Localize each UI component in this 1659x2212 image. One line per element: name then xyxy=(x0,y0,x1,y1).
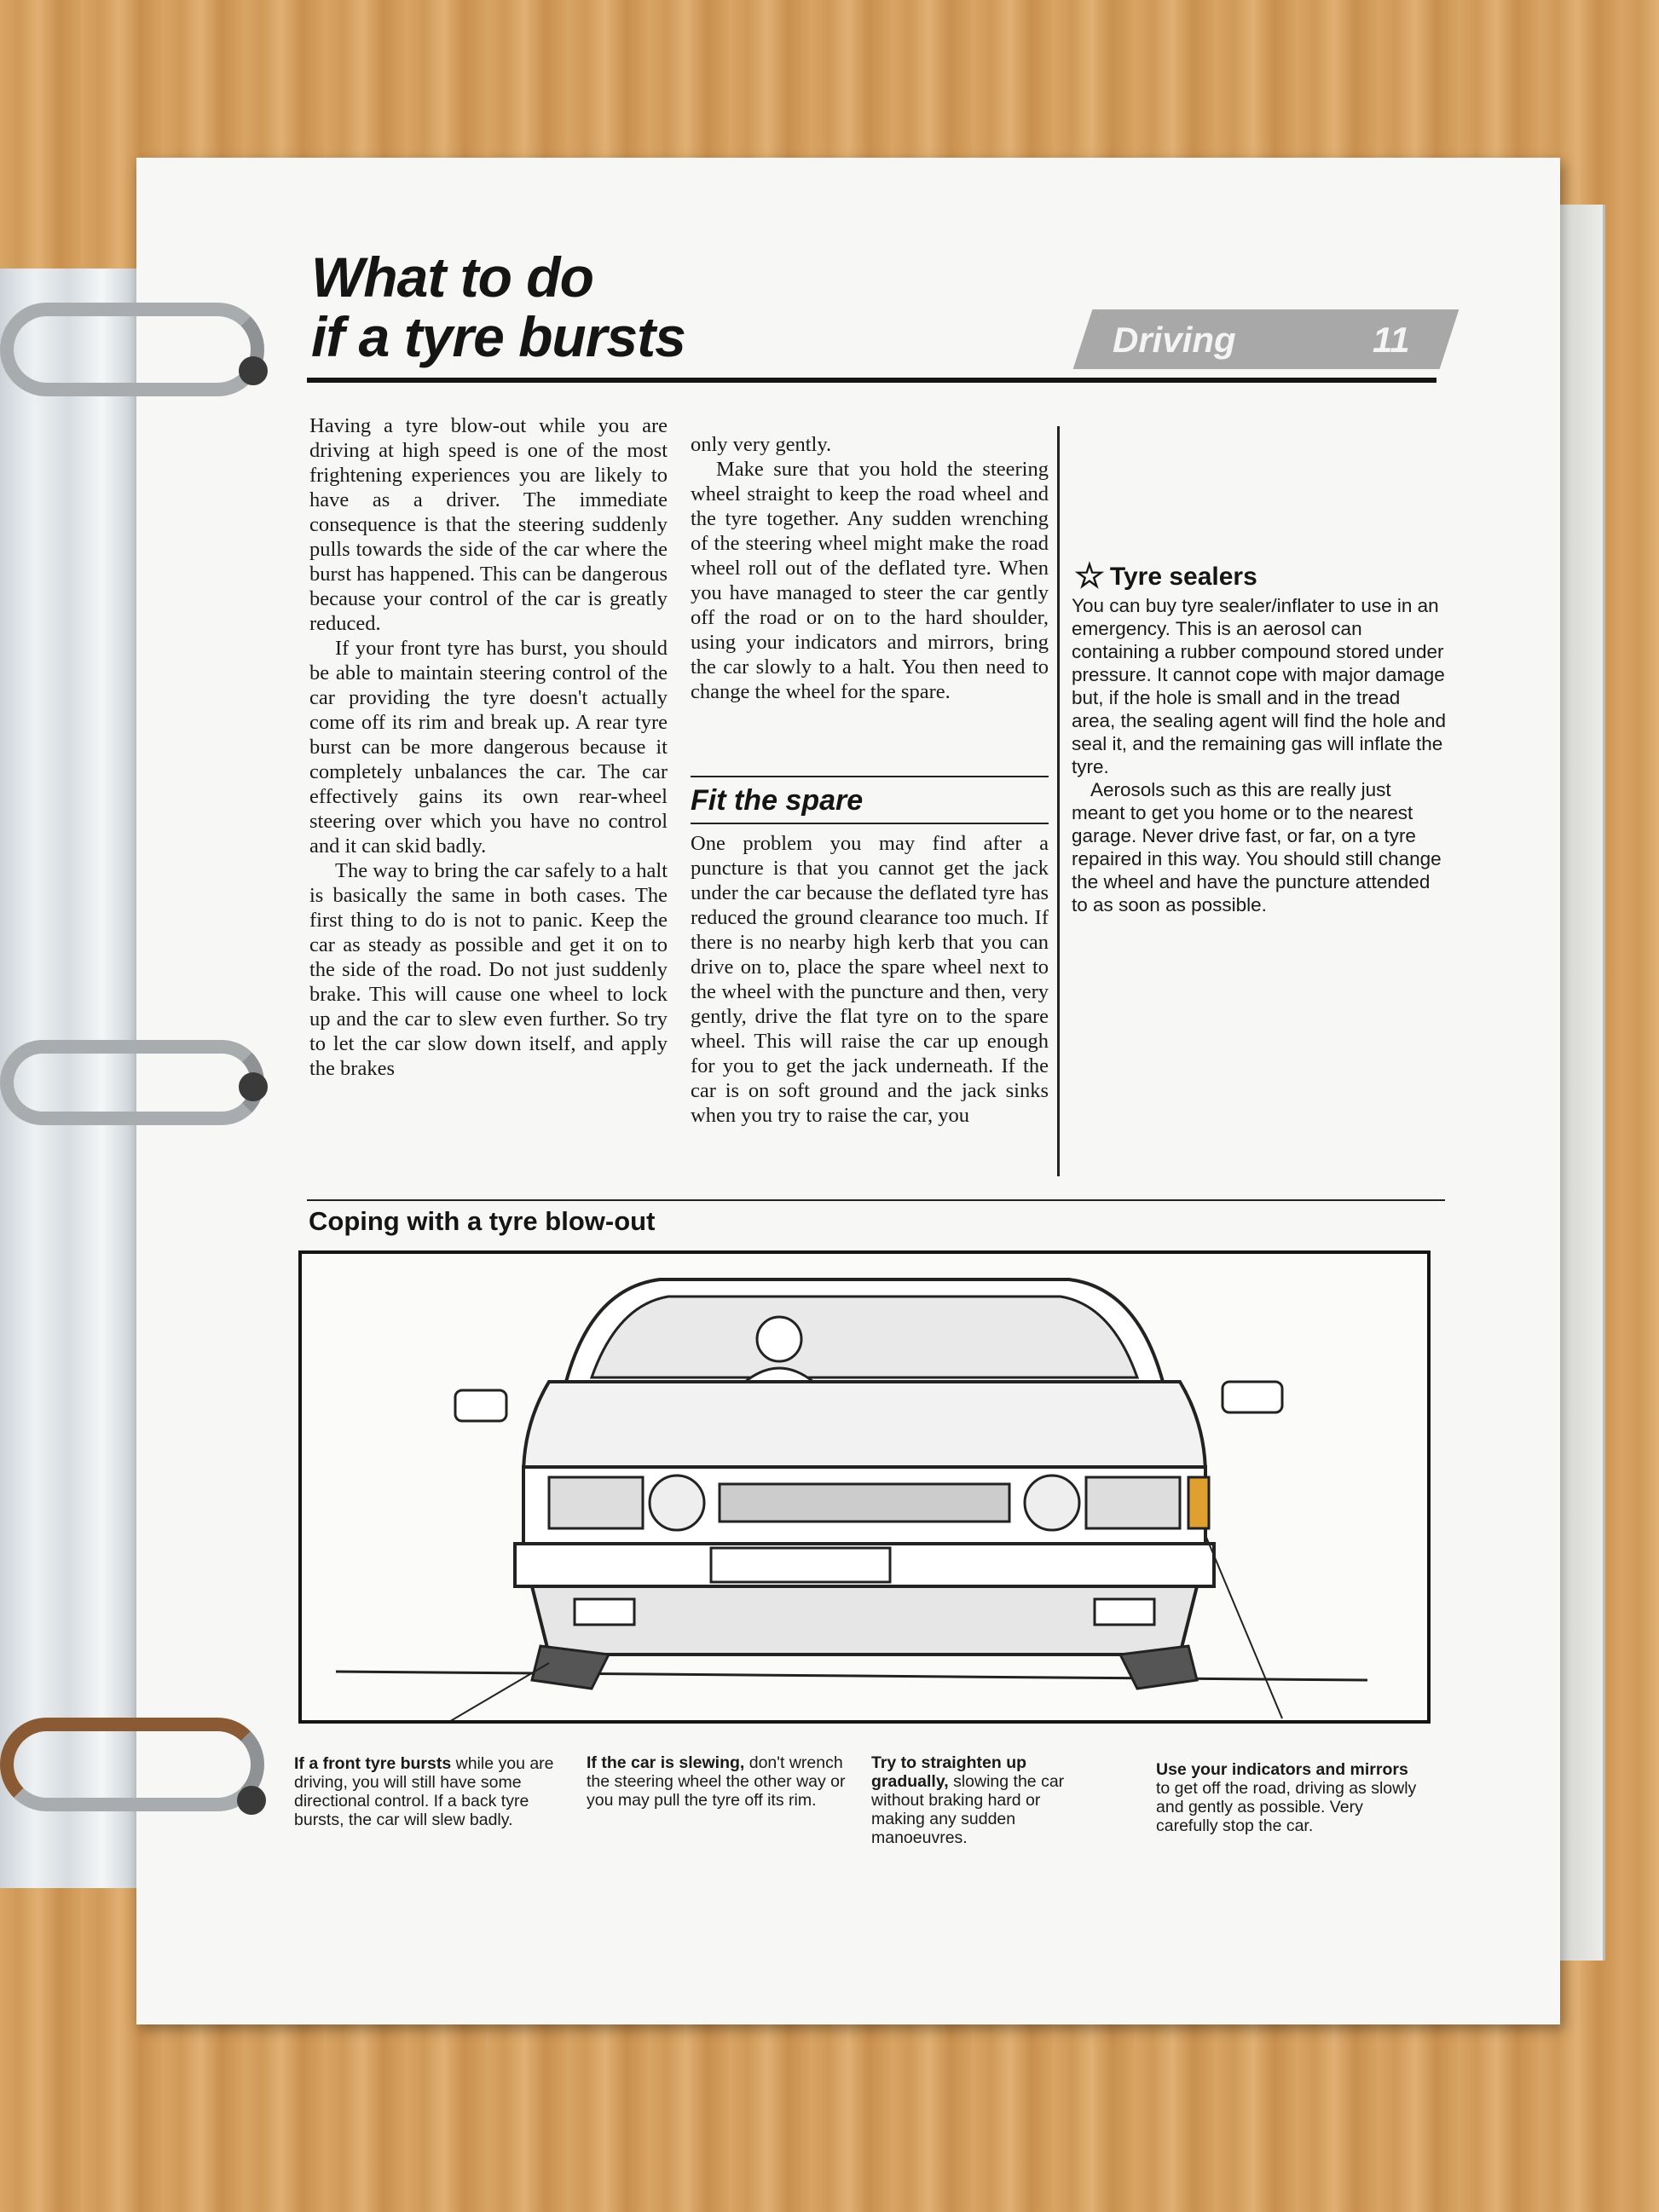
indicator-light xyxy=(1188,1477,1209,1528)
sidebar-paragraph-1: You can buy tyre sealer/inflater to use in an emergency. This is an aerosol can containing a rubber compound stored under pressure. It cannot cope with major damage but, if the hole is small and in the tread area, the sealing agent will find the hole and seal it, and the remaining gas will inflate the tyre. xyxy=(1072,595,1447,777)
punch-hole-bottom xyxy=(237,1786,266,1815)
star-icon: ☆ xyxy=(1074,557,1105,595)
sidebar-paragraph-2: Aerosols such as this are really just meant to get you home or to the nearest garage. Never drive fast, or far, on a tyre repaired in this way. You should still change the wheel and have the puncture attended to as soon as possible. xyxy=(1072,779,1442,915)
title-line-1: What to do xyxy=(311,245,593,309)
col2-paragraph-1: only very gently. xyxy=(691,433,832,456)
right-tyre xyxy=(1120,1646,1197,1689)
callout-line-right xyxy=(1205,1535,1282,1718)
caption-straighten xyxy=(871,1753,1093,1847)
page-title xyxy=(311,247,685,367)
subhead-rule-top xyxy=(691,776,1049,777)
right-mirror xyxy=(1223,1382,1282,1412)
left-headlight xyxy=(549,1477,643,1528)
subheading-fit-the-spare: Fit the spare xyxy=(691,784,864,817)
subhead-rule-bottom xyxy=(691,823,1049,824)
windscreen xyxy=(592,1297,1137,1377)
col2-paragraph-3: One problem you may find after a puncture is that you cannot get the jack under the car because the deflated tyre has reduced the ground clearance too much. If there is no nearby high kerb that you can drive on to, place the spare wheel next to the wheel with the puncture and then, very gently, drive the flat tyre on to the spare wheel. This will raise the car up enough for you to get the jack underneath. If the car is on soft ground and the jack sinks when you try to raise the car, you xyxy=(691,832,1049,1127)
right-spotlight xyxy=(1025,1476,1079,1530)
body-column-2-continued xyxy=(691,831,1049,1128)
manual-page xyxy=(136,158,1560,2024)
caption-1-text: while you are driving, you will still have some directional control. If a back tyre bursts, the car will slew badly. xyxy=(294,1754,554,1829)
col1-paragraph-1: Having a tyre blow-out while you are driving at high speed is one of the most frightening experiences you are likely to have as a driver. The immediate consequence is that the steering suddenly pulls towards the side of the car where the burst has happened. This can be dangerous because your control of the car is greatly reduced. xyxy=(309,414,668,635)
col1-paragraph-2: If your front tyre has burst, you should be able to maintain steering control of the car providing the tyre doesn't actually come off its rim and break up. A rear tyre burst can be more dangerous because it completely unbalances the car. The car effectively gains its own rear-wheel steering over which you have no control and it can skid badly. xyxy=(309,637,668,858)
left-tyre-burst xyxy=(532,1646,609,1689)
title-line-2: if a tyre bursts xyxy=(311,305,685,368)
page-number: 11 xyxy=(1373,320,1410,360)
binder-ring-middle xyxy=(0,1040,264,1125)
left-mirror xyxy=(455,1390,506,1421)
right-headlight xyxy=(1086,1477,1180,1528)
left-foglight xyxy=(575,1599,634,1625)
caption-2-text: don't wrench the steering wheel the other way or you may pull the tyre off its rim. xyxy=(587,1753,846,1810)
caption-indicators xyxy=(1156,1760,1420,1835)
caption-3-text: slowing the car without braking hard or making any sudden manoeuvres. xyxy=(871,1772,1065,1847)
punch-hole-middle xyxy=(239,1072,268,1101)
bonnet xyxy=(523,1382,1205,1476)
caption-front-tyre xyxy=(294,1754,575,1829)
sidebar-heading-text: Tyre sealers xyxy=(1109,563,1257,591)
col1-paragraph-3: The way to bring the car safely to a halt is basically the same in both cases. The first thing to do is not to panic. Keep the car as steady as possible and get it on to the side of the road. Do not just suddenly brake. This will cause one wheel to lock up and the car to slew even further. So try to let the car slow down itself, and apply the brakes xyxy=(309,859,668,1080)
caption-4-text: to get off the road, driving as slowly and gently as possible. Very carefully stop the car. xyxy=(1156,1779,1417,1835)
caption-slewing xyxy=(587,1753,851,1810)
right-foglight xyxy=(1095,1599,1154,1625)
binder-ring-top xyxy=(0,303,264,396)
punch-hole-top xyxy=(239,356,268,385)
body-column-1 xyxy=(309,413,668,1081)
title-rule xyxy=(307,378,1436,383)
car-front-illustration xyxy=(302,1254,1427,1720)
body-column-2 xyxy=(691,432,1049,704)
column-divider xyxy=(1057,426,1060,1176)
grille xyxy=(720,1484,1009,1522)
figure-rule xyxy=(307,1199,1445,1201)
driver-head xyxy=(757,1317,801,1361)
car-illustration-frame xyxy=(298,1250,1431,1724)
sidebar-heading xyxy=(1074,557,1257,596)
caption-2-bold: If the car is slewing, xyxy=(587,1753,745,1772)
section-label: Driving xyxy=(1113,320,1236,360)
figure-title: Coping with a tyre blow-out xyxy=(309,1206,656,1236)
number-plate xyxy=(711,1548,890,1582)
col2-paragraph-2: Make sure that you hold the steering wheel straight to keep the road wheel and the tyre together. Any sudden wrenching of the steering wheel might make the road wheel roll out of the deflated tyre. When you have managed to steer the car gently off the road or on to the hard shoulder, using your indicators and mirrors, bring the car slowly to a halt. You then need to change the wheel for the spare. xyxy=(691,458,1049,703)
caption-1-bold: If a front tyre bursts xyxy=(294,1754,452,1773)
road-line xyxy=(336,1672,1367,1680)
binder-ring-bottom xyxy=(0,1718,264,1811)
left-spotlight xyxy=(650,1476,704,1530)
caption-3-bold: Try to straighten up gradually, xyxy=(871,1753,1027,1791)
caption-4-bold: Use your indicators and mirrors xyxy=(1156,1760,1408,1779)
sidebar-text xyxy=(1072,594,1447,916)
